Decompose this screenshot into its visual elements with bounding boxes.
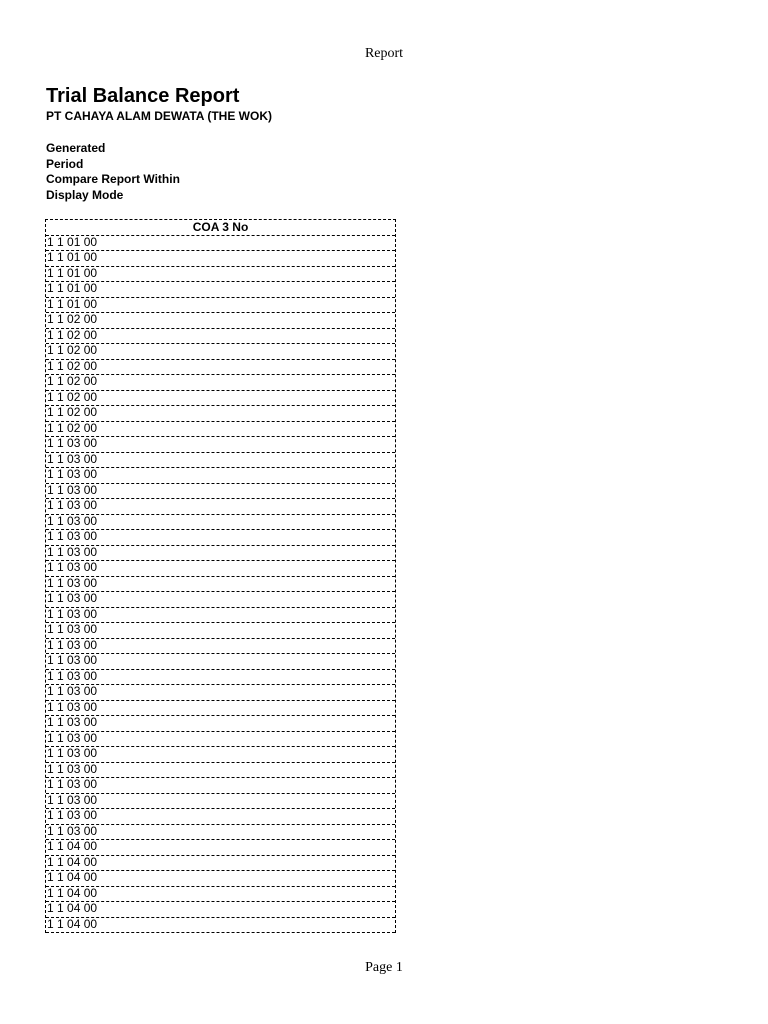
meta-compare-label: Compare Report Within (46, 172, 180, 186)
table-row: 1 1 03 00 (46, 530, 395, 546)
report-title: Trial Balance Report (46, 85, 240, 107)
table-row: 1 1 03 00 (46, 515, 395, 531)
table-row: 1 1 03 00 (46, 623, 395, 639)
meta-generated-label: Generated (46, 141, 106, 155)
table-row: 1 1 03 00 (46, 794, 395, 810)
table-row: 1 1 04 00 (46, 840, 395, 856)
table-row: 1 1 02 00 (46, 391, 395, 407)
meta-period-label: Period (46, 156, 84, 171)
table-row: 1 1 03 00 (46, 561, 395, 577)
table-row: 1 1 03 00 (46, 716, 395, 732)
table-row: 1 1 03 00 (46, 809, 395, 825)
table-row: 1 1 03 00 (46, 608, 395, 624)
table-row: 1 1 03 00 (46, 499, 395, 515)
table-row: 1 1 03 00 (46, 685, 395, 701)
table-row: 1 1 02 00 (46, 422, 395, 438)
table-row: 1 1 03 00 (46, 468, 395, 484)
table-row: 1 1 02 00 (46, 344, 395, 360)
table-row: 1 1 02 00 (46, 360, 395, 376)
table-row: 1 1 01 00 (46, 267, 395, 283)
table-row: 1 1 03 00 (46, 825, 395, 841)
table-row: 1 1 02 00 (46, 313, 395, 329)
table-row: 1 1 03 00 (46, 763, 395, 779)
table-row: 1 1 03 00 (46, 654, 395, 670)
table-row: 1 1 02 00 (46, 406, 395, 422)
table-row: 1 1 04 00 (46, 856, 395, 872)
page-number: Page 1 (365, 960, 403, 975)
table-row: 1 1 04 00 (46, 902, 395, 918)
company-name: PT CAHAYA ALAM DEWATA (THE WOK) (46, 109, 272, 123)
report-meta (46, 141, 180, 203)
table-row: 1 1 04 00 (46, 918, 395, 934)
table-row: 1 1 03 00 (46, 701, 395, 717)
table-row: 1 1 03 00 (46, 437, 395, 453)
coa-column-header: COA 3 No (46, 220, 395, 236)
table-row: 1 1 03 00 (46, 484, 395, 500)
table-row: 1 1 04 00 (46, 887, 395, 903)
table-row: 1 1 03 00 (46, 747, 395, 763)
table-row: 1 1 03 00 (46, 577, 395, 593)
page-header: Report (364, 46, 404, 61)
table-row: 1 1 02 00 (46, 375, 395, 391)
table-row: 1 1 03 00 (46, 670, 395, 686)
table-row: 1 1 03 00 (46, 453, 395, 469)
meta-display-mode-label: Display Mode (46, 187, 124, 202)
table-row: 1 1 02 00 (46, 329, 395, 345)
table-row: 1 1 03 00 (46, 546, 395, 562)
table-row: 1 1 03 00 (46, 732, 395, 748)
table-row: 1 1 01 00 (46, 282, 395, 298)
table-row: 1 1 03 00 (46, 639, 395, 655)
table-row: 1 1 01 00 (46, 298, 395, 314)
table-row: 1 1 04 00 (46, 871, 395, 887)
coa-table (45, 219, 396, 933)
table-row: 1 1 03 00 (46, 592, 395, 608)
table-row: 1 1 03 00 (46, 778, 395, 794)
table-row: 1 1 01 00 (46, 251, 395, 267)
table-row: 1 1 01 00 (46, 236, 395, 252)
